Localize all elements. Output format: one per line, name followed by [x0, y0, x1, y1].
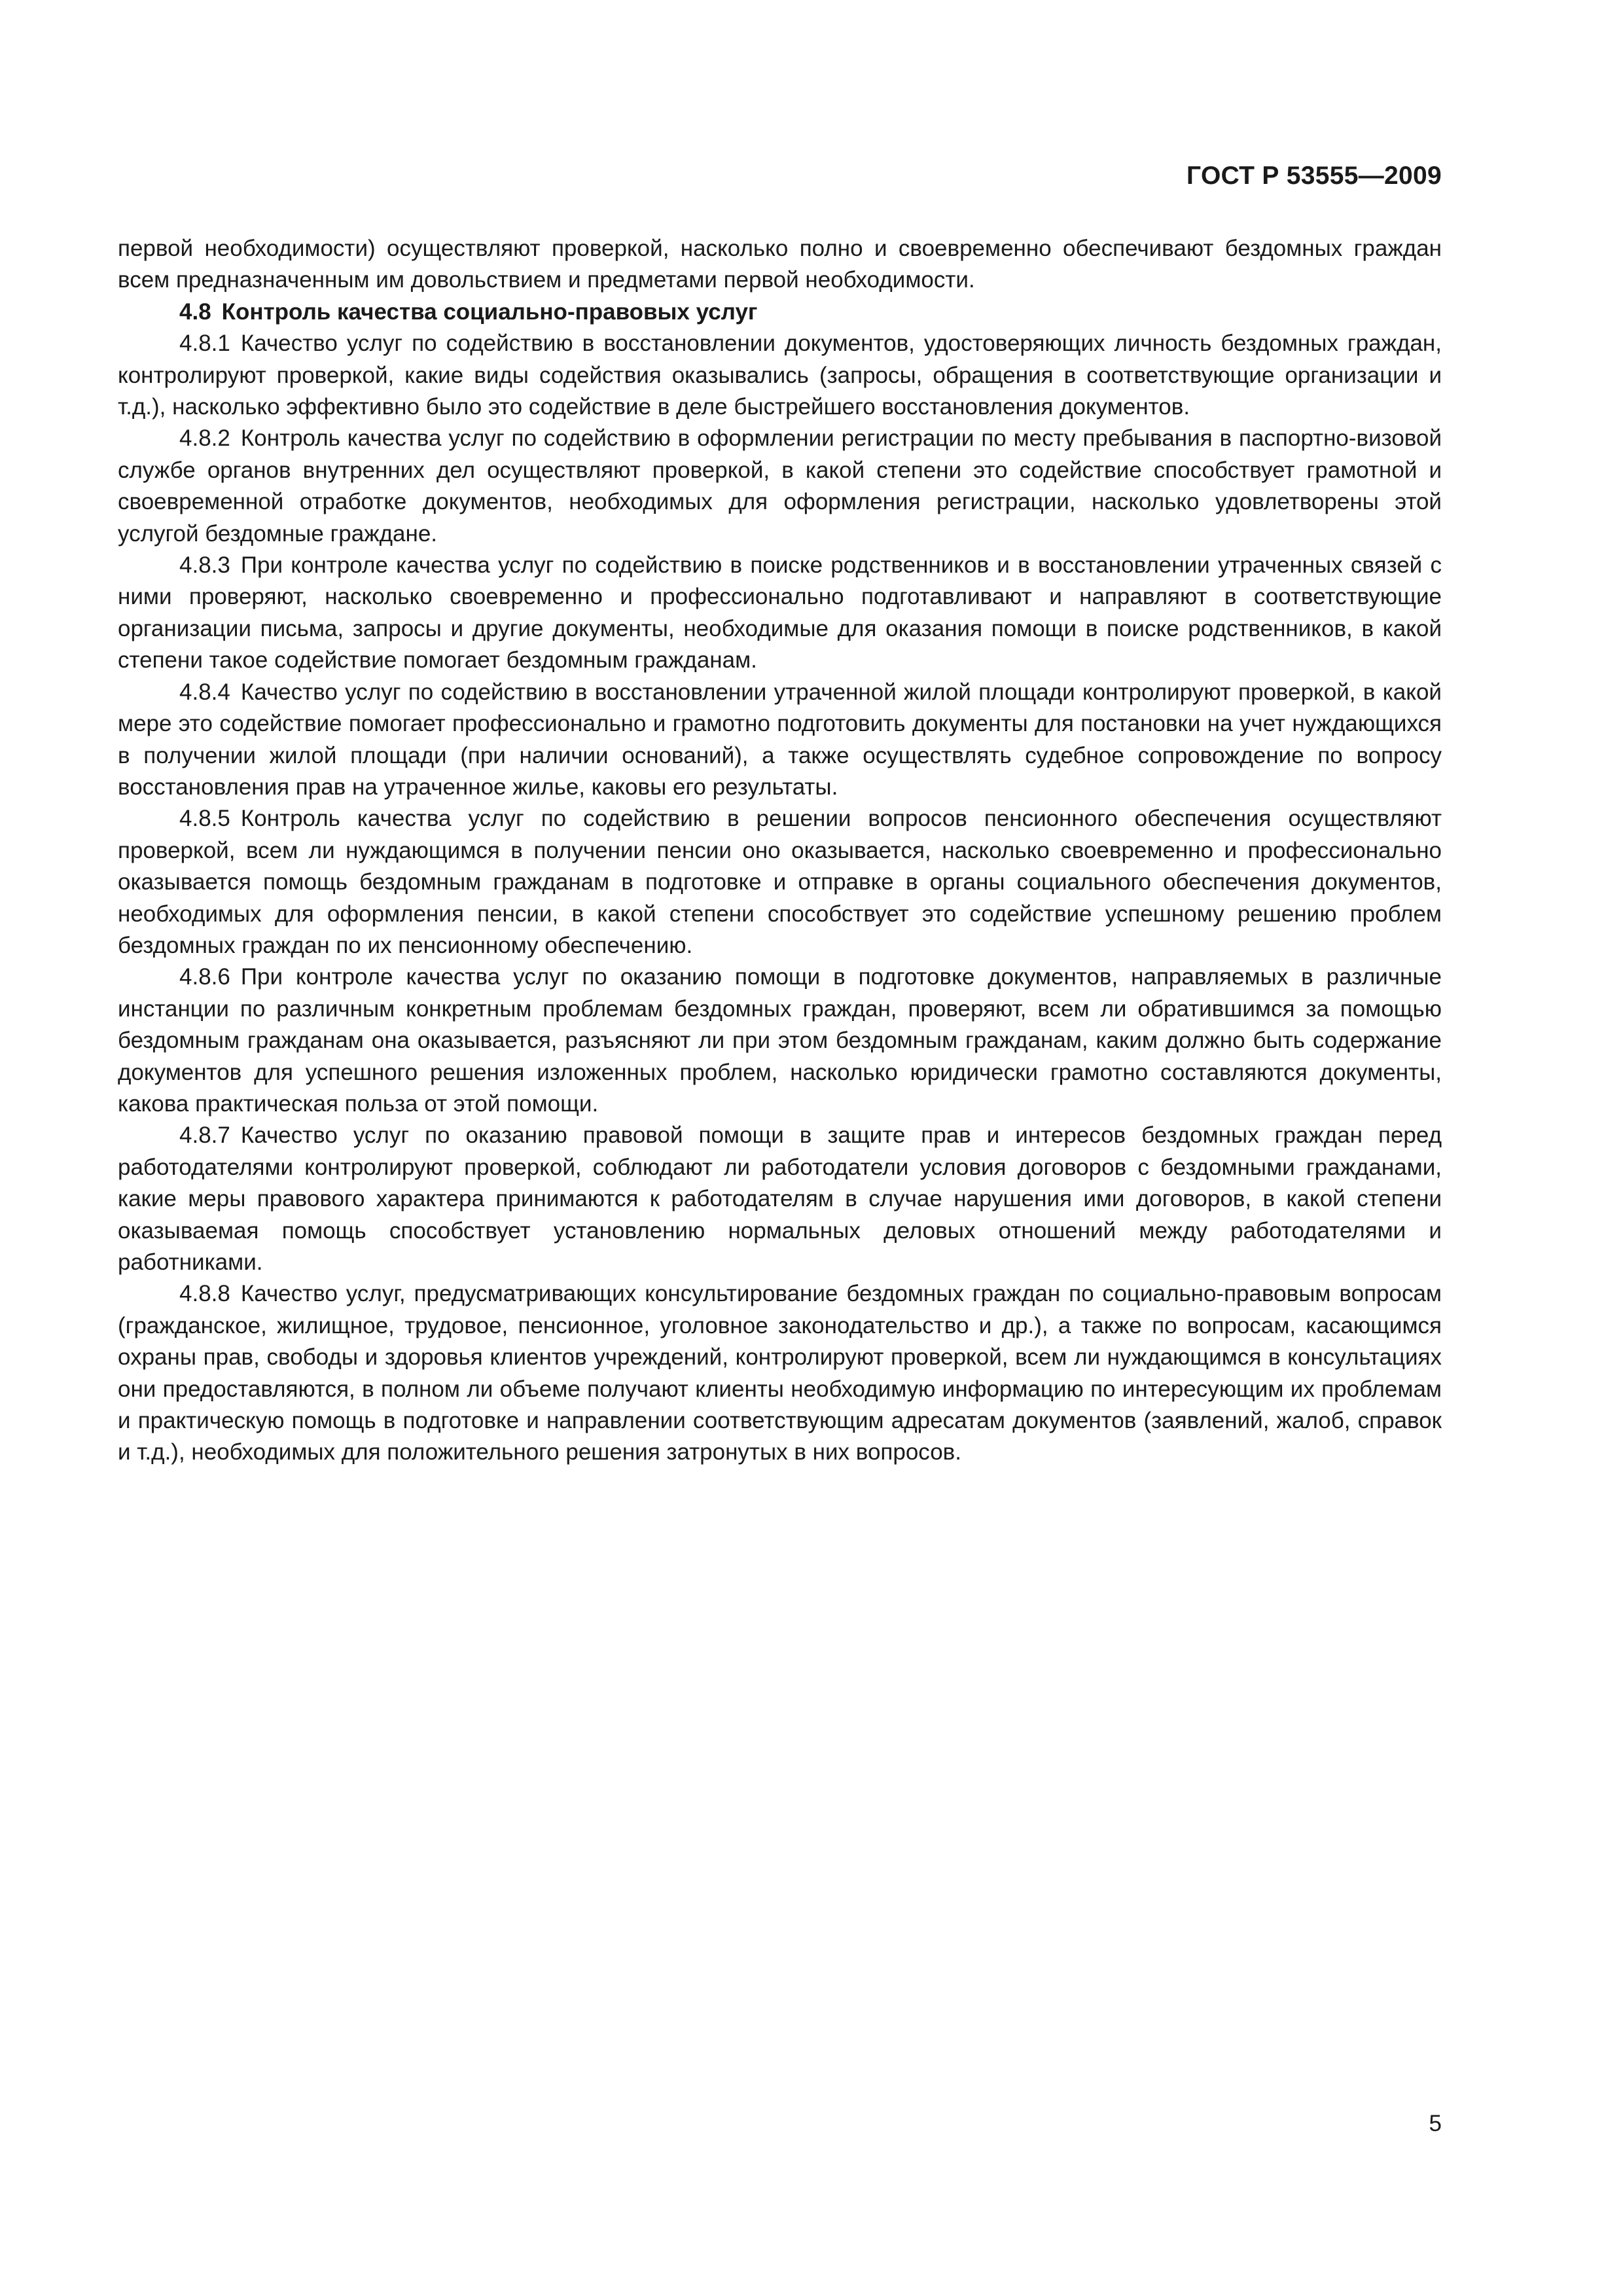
- standard-code-header: ГОСТ Р 53555—2009: [1186, 162, 1442, 190]
- paragraph-4-8-4: [118, 677, 1442, 804]
- paragraph-text: Качество услуг по оказанию правовой помощи в защите прав и интересов бездомных граждан перед работодателями контролируют проверкой, соблюдают ли работодатели условия договоров с бездомными гражданами, какие меры правового характера принимаются к работодателям в случае нарушения ими договоров, в какой степени оказываемая помощь способствует установлению нормальных деловых отношений между работодателями и работниками.: [118, 1122, 1442, 1275]
- paragraph-text: Контроль качества услуг по содействию в решении вопросов пенсионного обеспечения осуществляют проверкой, всем ли нуждающимся в получении пенсии оно оказывается, насколько своевременно и профессионально оказывается помощь бездомным гражданам в подготовке и отправке в органы социального обеспечения документов, необходимых для оформления пенсии, в какой степени способствует это содействие успешному решению проблем бездомных граждан по их пенсионному обеспечению.: [118, 806, 1442, 958]
- paragraph-text: Качество услуг, предусматривающих консультирование бездомных граждан по социально-правовым вопросам (гражданское, жилищное, трудовое, пенсионное, уголовное законодательство и др.), а также по вопросам, касающимся охраны прав, свободы и здоровья клиентов учреждений, контролируют проверкой, всем ли нуждающимся в консультациях они предоставляются, в полном ли объеме получают клиенты необходимую информацию по интересующим их проблемам и практическую помощь в подготовке и направлении соответствующим адресатам документов (заявлений, жалоб, справок и т.д.), необходимых для положительного решения затронутых в них вопросов.: [118, 1281, 1442, 1465]
- paragraph-4-8-6: [118, 961, 1442, 1120]
- paragraph-number: 4.8.1: [179, 331, 230, 357]
- paragraph-text: При контроле качества услуг по оказанию помощи в подготовке документов, направляемых в различные инстанции по различным конкретным проблемам бездомных граждан, проверяют, всем ли обратившимся за помощью бездомным гражданам она оказывается, разъясняют ли при этом бездомным гражданам, каким должно быть содержание документов для успешного решения изложенных проблем, насколько юридически грамотно составляются документы, какова практическая польза от этой помощи.: [118, 964, 1442, 1117]
- paragraph-4-8-5: [118, 803, 1442, 961]
- paragraph-number: 4.8.6: [179, 964, 230, 990]
- paragraph-text: Контроль качества услуг по содействию в оформлении регистрации по месту пребывания в паспортно-визовой службе органов внутренних дел осуществляют проверкой, в какой степени это содействие способствует грамотной и своевременной отработке документов, необходимых для оформления регистрации, насколько удовлетворены этой услугой бездомные граждане.: [118, 425, 1442, 547]
- paragraph-4-8-2: [118, 423, 1442, 550]
- section-title: Контроль качества социально-правовых услуг: [221, 298, 758, 325]
- paragraph-text: Качество услуг по содействию в восстановлении документов, удостоверяющих личность бездомных граждан, контролируют проверкой, какие виды содействия оказывались (запросы, обращения в соответствующие организации и т.д.), насколько эффективно было это содействие в деле быстрейшего восстановления документов.: [118, 331, 1442, 420]
- paragraph-4-8-8: [118, 1278, 1442, 1468]
- lead-paragraph: первой необходимости) осуществляют проверкой, насколько полно и своевременно обеспечивают бездомных граждан всем предназначенным им довольствием и предметами первой необходимости.: [118, 236, 1442, 293]
- paragraph-number: 4.8.7: [179, 1122, 230, 1149]
- paragraph-4-8-7: [118, 1120, 1442, 1278]
- paragraph-text: Качество услуг по содействию в восстановлении утраченной жилой площади контролируют проверкой, в какой мере это содействие помогает профессионально и грамотно подготовить документы для постановки на учет нуждающихся в получении жилой площади (при наличии оснований), а также осуществлять судебное сопровождение по вопросу восстановления прав на утраченное жилье, каковы его результаты.: [118, 679, 1442, 800]
- paragraph-number: 4.8.4: [179, 679, 230, 705]
- page-number: 5: [1429, 2111, 1442, 2136]
- paragraph-4-8-3: [118, 550, 1442, 677]
- document-body: [118, 233, 1442, 1469]
- paragraph-number: 4.8.5: [179, 806, 230, 832]
- section-number: 4.8: [179, 298, 211, 325]
- paragraph-4-8-1: [118, 328, 1442, 423]
- paragraph-number: 4.8.8: [179, 1281, 230, 1307]
- section-heading: [118, 296, 1442, 328]
- paragraph-number: 4.8.2: [179, 425, 230, 452]
- paragraph-number: 4.8.3: [179, 552, 230, 579]
- paragraph-text: При контроле качества услуг по содействию в поиске родственников и в восстановлении утраченных связей с ними проверяют, насколько своевременно и профессионально подготавливают и направляют в соответствующие организации письма, запросы и другие документы, необходимые для оказания помощи в поиске родственников, в какой степени такое содействие помогает бездомным гражданам.: [118, 552, 1442, 673]
